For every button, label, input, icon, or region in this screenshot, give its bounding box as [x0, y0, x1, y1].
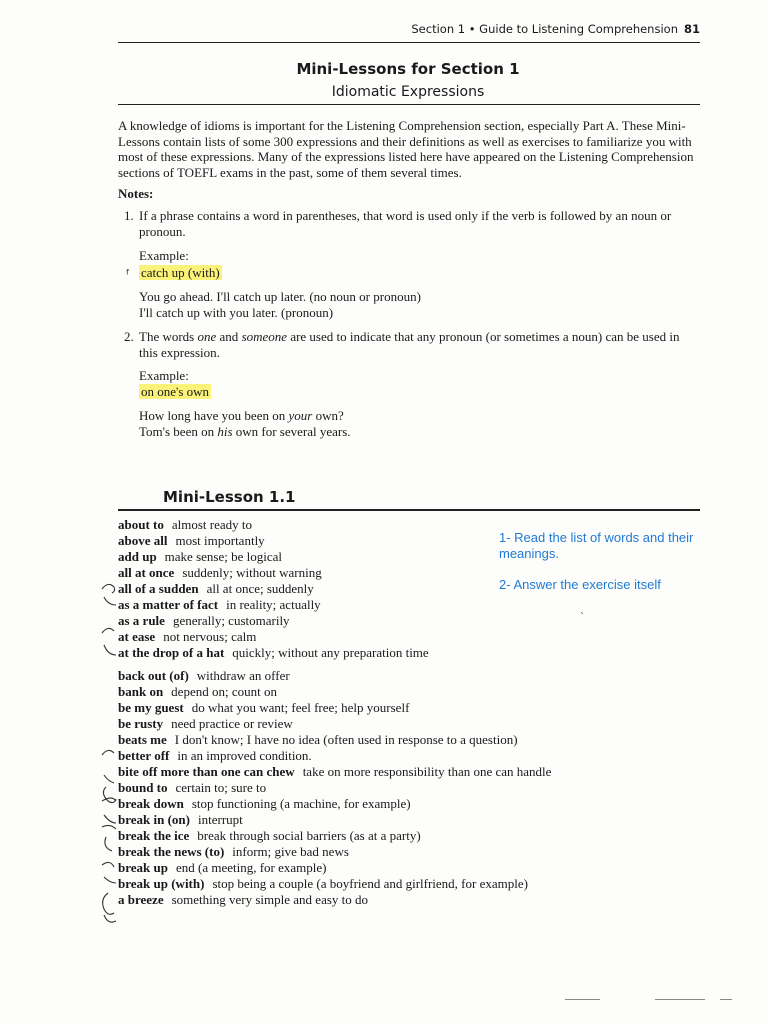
note-2-line-1: [139, 408, 344, 424]
idiom-entry: [118, 796, 411, 812]
notes-label: Notes:: [118, 186, 154, 201]
idiom-term: better off: [118, 748, 170, 763]
highlight-catch-up: catch up (with): [141, 265, 220, 280]
idiom-entry: [118, 860, 327, 876]
idiom-definition: suddenly; without warning: [182, 565, 322, 580]
idiom-term: all of a sudden: [118, 581, 199, 596]
note-2-line-1-b: own?: [312, 408, 344, 423]
note-1-example-label: Example:: [139, 248, 189, 263]
header-rule: [118, 42, 700, 43]
side-note-2: 2- Answer the exercise itself: [499, 577, 661, 592]
idiom-definition: do what you want; feel free; help yourself: [191, 700, 410, 715]
idiom-term: be my guest: [118, 700, 184, 715]
idiom-term: break up: [118, 860, 168, 875]
note-2-example-term: [139, 384, 211, 400]
note-2-example-label: Example:: [139, 368, 189, 383]
idiom-entry: [118, 629, 256, 645]
note-2-line-2-em: his: [217, 424, 233, 439]
note-2-text-b: and: [216, 329, 242, 344]
idiom-entry: [118, 828, 421, 844]
note-1-line-1: You go ahead. I'll catch up later. (no noun or pronoun): [139, 289, 421, 304]
idiom-term: at the drop of a hat: [118, 645, 225, 660]
note-2-line-1-em: your: [288, 408, 313, 423]
idiom-definition: break through social barriers (as at a party): [197, 828, 421, 843]
idiom-definition: in reality; actually: [226, 597, 321, 612]
title-rule: [118, 104, 700, 105]
idiom-definition: withdraw an offer: [196, 668, 290, 683]
idiom-term: a breeze: [118, 892, 164, 907]
idiom-term: back out (of): [118, 668, 189, 683]
idiom-entry: [118, 549, 282, 565]
idiom-definition: need practice or review: [171, 716, 293, 731]
idiom-entry: [118, 645, 429, 661]
idiom-definition: something very simple and easy to do: [171, 892, 369, 907]
idiom-definition: generally; customarily: [172, 613, 290, 628]
idiom-entry: [118, 684, 277, 700]
idiom-term: break the ice: [118, 828, 190, 843]
page-number: 81: [683, 22, 700, 36]
note-2-line-2: [139, 424, 351, 440]
idiom-term: bank on: [118, 684, 164, 699]
idiom-definition: interrupt: [198, 812, 243, 827]
side-note-1: 1- Read the list of words and their meanings.: [499, 530, 694, 561]
idiom-entry: [118, 700, 409, 716]
idiom-term: bound to: [118, 780, 168, 795]
idiom-definition: most importantly: [175, 533, 265, 548]
idiom-definition: end (a meeting, for example): [175, 860, 327, 875]
idiom-entry: [118, 533, 265, 549]
idiom-definition: in an improved condition.: [177, 748, 312, 763]
page-title: Mini-Lessons for Section 1: [296, 60, 520, 78]
page-subtitle: Idiomatic Expressions: [331, 84, 485, 100]
note-2-word-someone: someone: [241, 329, 288, 344]
note-2-text: [139, 329, 694, 360]
idiom-term: bite off more than one can chew: [118, 764, 295, 779]
scan-mark: [565, 999, 600, 1000]
idiom-definition: depend on; count on: [171, 684, 277, 699]
note-1-number: 1.: [124, 208, 134, 223]
idiom-entry: [118, 716, 293, 732]
margin-mark-1: ᶠ: [126, 268, 130, 283]
note-2-text-c: are used to indicate that any pronoun (or sometimes a noun) can be used in this expression.: [139, 329, 680, 360]
note-2-number: 2.: [124, 329, 134, 344]
idiom-definition: stop being a couple (a boyfriend and girlfriend, for example): [212, 876, 528, 891]
idiom-entry: [118, 565, 322, 581]
idiom-term: add up: [118, 549, 157, 564]
note-1-example-term: [139, 265, 222, 281]
mini-lesson-title: Mini-Lesson 1.1: [163, 488, 296, 506]
idiom-definition: not nervous; calm: [163, 629, 257, 644]
idiom-term: break up (with): [118, 876, 205, 891]
idiom-term: break the news (to): [118, 844, 225, 859]
idiom-definition: all at once; suddenly: [206, 581, 314, 596]
mini-lesson-rule: [118, 509, 700, 511]
idiom-entry: [118, 613, 290, 629]
intro-paragraph: A knowledge of idioms is important for the Listening Comprehension section, especially Part A. These Mini-Lessons contain lists of some 300 expressions and their definitions as well as exercises to familiarize you with most of these expressions. Many of the expressions listed here have appeared on the Listening Comprehension sections of TOEFL exams in the past, some of them several times.: [118, 118, 694, 180]
idiom-term: as a rule: [118, 613, 165, 628]
note-2-text-a: The words: [139, 329, 198, 344]
idiom-definition: make sense; be logical: [164, 549, 282, 564]
idiom-term: above all: [118, 533, 168, 548]
idiom-entry: [118, 876, 528, 892]
note-1-text: If a phrase contains a word in parentheses, that word is used only if the verb is followed by an noun or pronoun.: [139, 208, 672, 239]
idiom-entry: [118, 748, 312, 764]
scan-mark: [655, 999, 705, 1000]
idiom-definition: inform; give bad news: [232, 844, 349, 859]
note-2-line-2-b: own for several years.: [232, 424, 351, 439]
highlight-on-ones-own: on one's own: [141, 384, 210, 399]
idiom-entry: [118, 892, 368, 908]
note-2-word-one: one: [197, 329, 217, 344]
idiom-definition: stop functioning (a machine, for example): [191, 796, 411, 811]
idiom-definition: take on more responsibility than one can handle: [302, 764, 552, 779]
note-1-line-2: I'll catch up with you later. (pronoun): [139, 305, 334, 320]
idiom-term: break in (on): [118, 812, 190, 827]
idiom-entry: [118, 764, 551, 780]
idiom-term: be rusty: [118, 716, 164, 731]
idiom-entry: [118, 668, 290, 684]
idiom-definition: I don't know; I have no idea (often used in response to a question): [174, 732, 518, 747]
idiom-entry: [118, 581, 314, 597]
stray-mark: `: [580, 612, 585, 623]
idiom-term: all at once: [118, 565, 175, 580]
idiom-term: about to: [118, 517, 164, 532]
idiom-definition: quickly; without any preparation time: [232, 645, 429, 660]
note-2-line-2-a: Tom's been on: [139, 424, 218, 439]
idiom-definition: almost ready to: [171, 517, 253, 532]
idiom-entry: [118, 517, 252, 533]
idiom-definition: certain to; sure to: [175, 780, 267, 795]
idiom-entry: [118, 844, 349, 860]
idiom-term: break down: [118, 796, 184, 811]
idiom-term: at ease: [118, 629, 156, 644]
idiom-entry: [118, 732, 518, 748]
idiom-term: as a matter of fact: [118, 597, 219, 612]
running-title: Section 1 • Guide to Listening Comprehension: [411, 22, 678, 36]
handwritten-margin-marks: [98, 575, 138, 935]
scan-mark: [720, 999, 732, 1000]
idiom-term: beats me: [118, 732, 167, 747]
idiom-entry: [118, 597, 321, 613]
idiom-entry: [118, 780, 266, 796]
note-2-line-1-a: How long have you been on: [139, 408, 289, 423]
running-header: [400, 22, 700, 36]
